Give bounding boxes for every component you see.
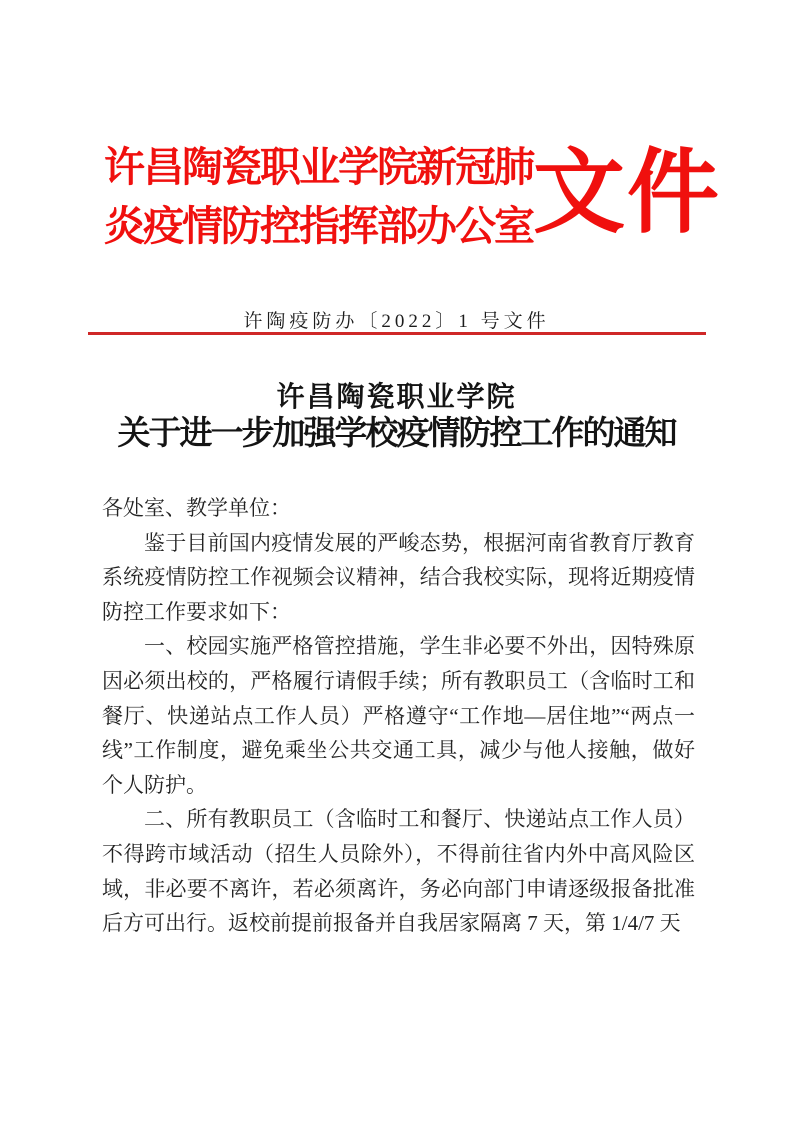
paragraph-intro: 鉴于目前国内疫情发展的严峻态势，根据河南省教育厅教育系统疫情防控工作视频会议精神，结合我校实际，现将近期疫情防控工作要求如下： — [102, 530, 695, 624]
file-word: 文件 — [533, 142, 722, 244]
doc-body — [102, 491, 695, 941]
paragraph-item-1: 一、校园实施严格管控措施，学生非必要不外出，因特殊原因必须出校的，严格履行请假手续；所有教职员工（含临时工和餐厅、快递站点工作人员）严格遵守“工作地—居住地”“两点一线”工作制度，避免乘坐公共交通工具，减少与他人接触，做好个人防护。 — [102, 634, 695, 797]
doc-title — [0, 381, 793, 454]
org-name-line1: 许昌陶瓷职业学院新冠肺 — [104, 144, 533, 190]
doc-title-line1: 许昌陶瓷职业学院 — [276, 382, 517, 413]
paragraph-item-2: 二、所有教职员工（含临时工和餐厅、快递站点工作人员）不得跨市域活动（招生人员除外），不得前往省内外中高风险区域，非必要不离许，若必须离许，务必向部门申请逐级报备批准后方可出行。返校前提前报备并自我居家隔离 7 天，第 1/4/7 天 — [102, 807, 695, 936]
org-name-line2: 炎疫情防控指挥部办公室 — [104, 203, 533, 249]
salutation: 各处室、教学单位： — [102, 496, 291, 520]
doc-number: 许陶疫防办〔2022〕1 号文件 — [243, 311, 550, 332]
red-separator-line — [88, 332, 706, 335]
doc-title-line2: 关于进一步加强学校疫情防控工作的通知 — [117, 416, 676, 452]
issuing-org-name — [104, 138, 533, 256]
letterhead — [104, 138, 722, 256]
